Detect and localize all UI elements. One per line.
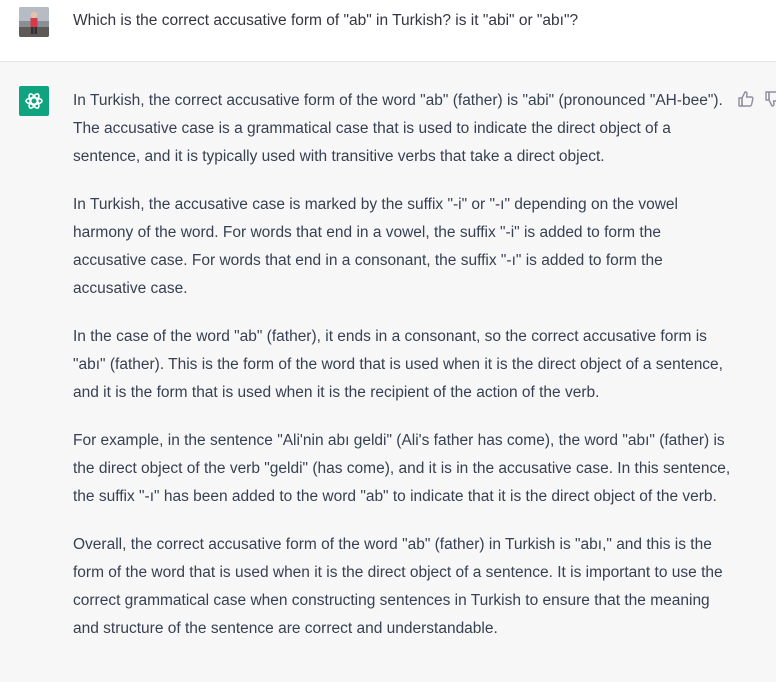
user-message-text: Which is the correct accusative form of "ab" in Turkish? is it "abi" or "abı"? [73,12,579,29]
answer-paragraph: In Turkish, the correct accusative form of the word "ab" (father) is "abi" (pronounced "AH-bee"). The accusative case is a grammatical case that is used to indicate the direct object of a sentence, and it is typically used with transitive verbs that take a direct object. [73,92,723,165]
assistant-message-row [0,62,776,682]
answer-paragraph: In the case of the word "ab" (father), it ends in a consonant, so the correct accusative form is "abı" (father). This is the form of the word that is used when it is the direct object of a sentence, and it is the form that is used when it is the recipient of the action of the verb. [73,328,723,401]
user-message-row [0,0,776,62]
assistant-message-text [73,87,731,663]
openai-logo-icon [19,86,49,116]
user-avatar [19,7,49,37]
answer-paragraph: In Turkish, the accusative case is marked by the suffix "-i" or "-ı" depending on the vowel harmony of the word. For words that end in a vowel, the suffix "-i" is added to form the accusative case. For words that end in a consonant, the suffix "-ı" is added to form the accusative case. [73,196,678,297]
answer-paragraph: Overall, the correct accusative form of the word "ab" (father) in Turkish is "abı," and this is the form of the word that is used when it is the direct object of a sentence. It is important to use the correct grammatical case when constructing sentences in Turkish to ensure that the meaning and structure of the sentence are correct and understandable. [73,536,723,637]
answer-paragraph: For example, in the sentence "Ali'nin abı geldi" (Ali's father has come), the word "abı" (father) is the direct object of the verb "geldi" (has come), and it is in the accusative case. In this sentence, the suffix "-ı" has been added to the word "ab" to indicate that it is the direct object of the verb. [73,432,731,505]
thumbs-down-icon[interactable] [764,90,776,108]
thumbs-up-icon[interactable] [737,90,755,108]
